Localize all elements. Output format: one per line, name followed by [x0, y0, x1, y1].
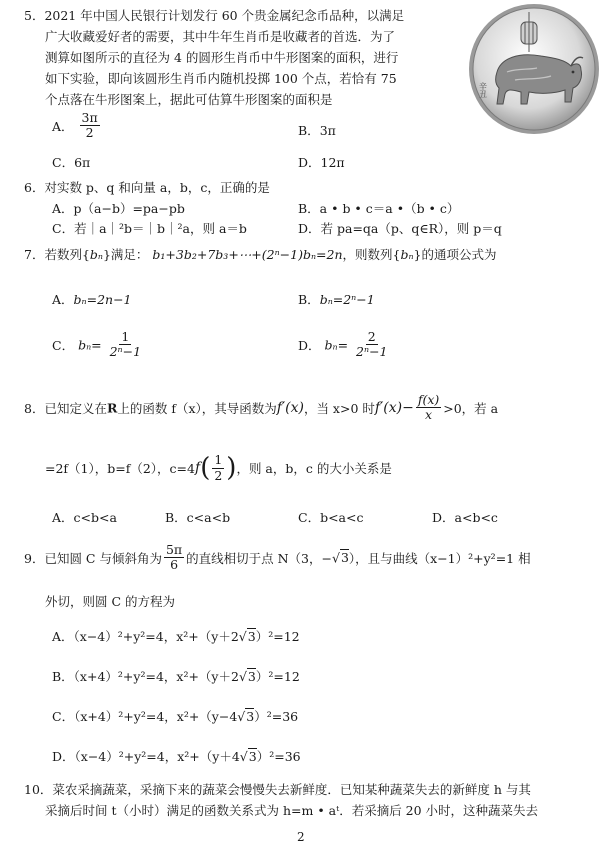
q5-line-5: 个点落在牛形图案上，据此可估算牛形图案的面积是 [45, 92, 333, 107]
q9-option-d-sqrt: √3 [239, 749, 257, 764]
q9-option-c-radicand: 3 [246, 709, 255, 724]
q9-option-b [52, 667, 300, 685]
q9-line-1 [24, 543, 531, 573]
q8-left-paren: ( [200, 453, 211, 483]
q9-sqrt-3: √3 [331, 550, 349, 566]
q8-right-paren: ) [226, 453, 237, 483]
q5-option-a-numerator: 3π [81, 110, 98, 125]
q7-sequence-symbol-2: bₙ [400, 247, 414, 262]
q6-option-c: C．若｜a｜²b＝｜b｜²a，则 a＝b [52, 221, 247, 236]
coin-inscription: 辛丑 [478, 82, 488, 98]
q8-text-6: ，则 a，b，c 的大小关系是 [236, 461, 392, 476]
q8-line-1 [24, 393, 498, 423]
q7-option-c-numerator: 1 [121, 329, 130, 344]
q9-option-c-sqrt: √3 [237, 709, 255, 724]
q5-option-c-label: C． [52, 155, 75, 170]
q5-option-c [52, 153, 90, 171]
page-number: 2 [297, 830, 305, 844]
q6-option-a: A．p（a−b）=pa−pb [52, 201, 185, 216]
q7-option-d-label: D． [298, 337, 321, 353]
q9-option-b-sqrt: √3 [238, 669, 256, 684]
q7-option-c-label: C． [52, 337, 75, 353]
q6-option-b: B．a • b • c＝a •（b • c） [298, 201, 460, 216]
q9-option-d [52, 747, 301, 765]
q5-option-b-label: B． [298, 123, 320, 138]
q5-line-1 [24, 6, 404, 24]
q8-text-4: >0，若 a [443, 400, 499, 416]
q5-number: 5． [24, 8, 45, 23]
q5-line-2: 广大收藏爱好者的需要，其中牛年生肖币是收藏者的首选．为了 [45, 29, 396, 44]
q7-option-d-lhs: bₙ= [324, 337, 349, 353]
q9-option-c-tail: ）²=36 [254, 709, 299, 724]
q7-option-d-denominator: 2ⁿ−1 [356, 344, 388, 360]
q9-option-a-text: A．（x−4）²+y²=4，x²+（y＋2 [52, 629, 239, 644]
q8-text-1: 8．已知定义在 [24, 400, 107, 416]
q5-option-c-value: 6π [74, 155, 91, 170]
q8-option-d: D．a<b<c [432, 510, 498, 525]
q5-text-1: 2021 年中国人民银行计划发行 60 个贵金属纪念币品种，以满足 [44, 8, 405, 23]
q9-option-d-tail: ）²=36 [256, 749, 301, 764]
q7-sequence-symbol: bₙ [89, 247, 103, 262]
q7-option-a-label: A． [52, 292, 74, 307]
q7-option-b [298, 290, 375, 308]
q8-derivative: f′(x) [276, 399, 304, 416]
q8-fraction-numerator: f(x) [417, 392, 440, 407]
q9-option-a-sqrt: √3 [238, 629, 256, 644]
q9-option-c [52, 707, 298, 725]
q9-sqrt-radicand: 3 [340, 550, 349, 566]
q7-stem-part-2: }满足： [102, 247, 149, 262]
q7-option-c [52, 330, 145, 360]
q7-option-c-denominator: 2ⁿ−1 [109, 344, 142, 360]
q9-angle-numerator: 5π [165, 542, 183, 557]
q8-fraction-denominator: x [425, 407, 433, 423]
q8-option-c: C．b<a<c [298, 510, 364, 525]
ox-coin-image [467, 2, 601, 136]
q5-line-3: 测算如图所示的直径为 4 的圆形生肖币中牛形图案的面积，进行 [45, 50, 399, 65]
q7-option-d-fraction [354, 330, 389, 360]
q7-stem-part-4: }的通项公式为 [413, 247, 497, 262]
q7-formula: b₁+3b₂+7b₃+⋯+(2ⁿ−1)bₙ=2n [152, 247, 343, 262]
q9-text-1: 9．已知圆 C 与倾斜角为 [24, 550, 162, 566]
q9-line-2: 外切，则圆 C 的方程为 [45, 594, 176, 609]
q8-half-fraction [212, 453, 224, 483]
q8-half-numerator: 1 [214, 452, 223, 468]
q8-line-2 [45, 453, 392, 483]
q10-line-2: 采摘后时间 t（小时）满足的函数关系式为 h=m • aᵗ．若采摘后 20 小时，这种蔬菜失去 [45, 803, 539, 818]
q9-option-b-tail: ）²=12 [255, 669, 300, 684]
q8-option-b: B．c<a<b [165, 510, 231, 525]
q8-option-a: A．c<b<a [52, 510, 117, 525]
q9-angle-denominator: 6 [170, 557, 179, 573]
q7-option-a [52, 290, 132, 308]
q9-option-c-text: C．（x+4）²+y²=4，x²+（y−4 [52, 709, 238, 724]
q8-half-denominator: 2 [214, 467, 223, 483]
q7-stem-part-3: ，则数列{ [342, 247, 401, 262]
q7-option-a-value: bₙ=2n−1 [73, 292, 132, 307]
q9-option-a-tail: ）²=12 [255, 629, 300, 644]
q9-option-b-radicand: 3 [247, 669, 256, 684]
q9-option-a [52, 627, 300, 645]
q5-option-b [298, 121, 336, 139]
q7-option-b-label: B． [298, 292, 320, 307]
q7-stem-part-1: 7．若数列{ [24, 247, 90, 262]
q5-option-a-denominator: 2 [85, 125, 94, 141]
q5-line-4: 如下实验，即向该圆形生肖币内随机投掷 100 个点，若恰有 75 [45, 71, 397, 86]
q6-stem: 6．对实数 p、q 和向量 a，b，c，正确的是 [24, 180, 270, 195]
q8-text-5: =2f（1），b=f（2），c=4 [45, 461, 195, 476]
q7-option-b-value: bₙ=2ⁿ−1 [319, 292, 375, 307]
q9-option-d-radicand: 3 [248, 749, 257, 764]
q10-line-1: 10．菜农采摘蔬菜，采摘下来的蔬菜会慢慢失去新鲜度．已知某种蔬菜失去的新鲜度 h 与其 [24, 782, 531, 797]
q9-option-a-radicand: 3 [247, 629, 256, 644]
q5-option-d-value: 12π [320, 155, 345, 170]
q7-option-c-lhs: bₙ= [78, 337, 102, 353]
q8-text-2: 上的函数 f（x），其导函数为 [117, 400, 277, 416]
q9-angle-fraction [164, 543, 184, 573]
q6-option-d: D．若 pa=qa（p、q∈R），则 p＝q [298, 221, 502, 236]
q8-inequality-fraction [416, 393, 441, 423]
q8-function-f: f [195, 460, 201, 476]
q9-option-b-text: B．（x+4）²+y²=4，x²+（y＋2 [52, 669, 239, 684]
q8-inequality-lhs: f′(x)− [374, 399, 414, 416]
q9-text-3: ），且与曲线（x−1）²+y²=1 相 [348, 550, 531, 566]
q7-option-c-fraction [108, 330, 143, 360]
q5-option-d-label: D． [298, 155, 321, 170]
q5-option-d [298, 153, 345, 171]
q9-option-d-text: D．（x−4）²+y²=4，x²+（y＋4 [52, 749, 240, 764]
q5-option-a-fraction [80, 111, 100, 141]
q7-stem [24, 245, 497, 263]
q5-option-a [52, 111, 102, 141]
q7-option-d-numerator: 2 [367, 329, 376, 344]
q8-text-3: ，当 x>0 时 [303, 400, 375, 416]
q7-option-d [298, 330, 392, 360]
q5-option-b-value: 3π [319, 123, 336, 138]
q8-real-set: R [106, 400, 118, 416]
q9-text-2: 的直线相切于点 N（3，− [186, 550, 332, 566]
q5-option-a-label: A． [52, 118, 74, 134]
